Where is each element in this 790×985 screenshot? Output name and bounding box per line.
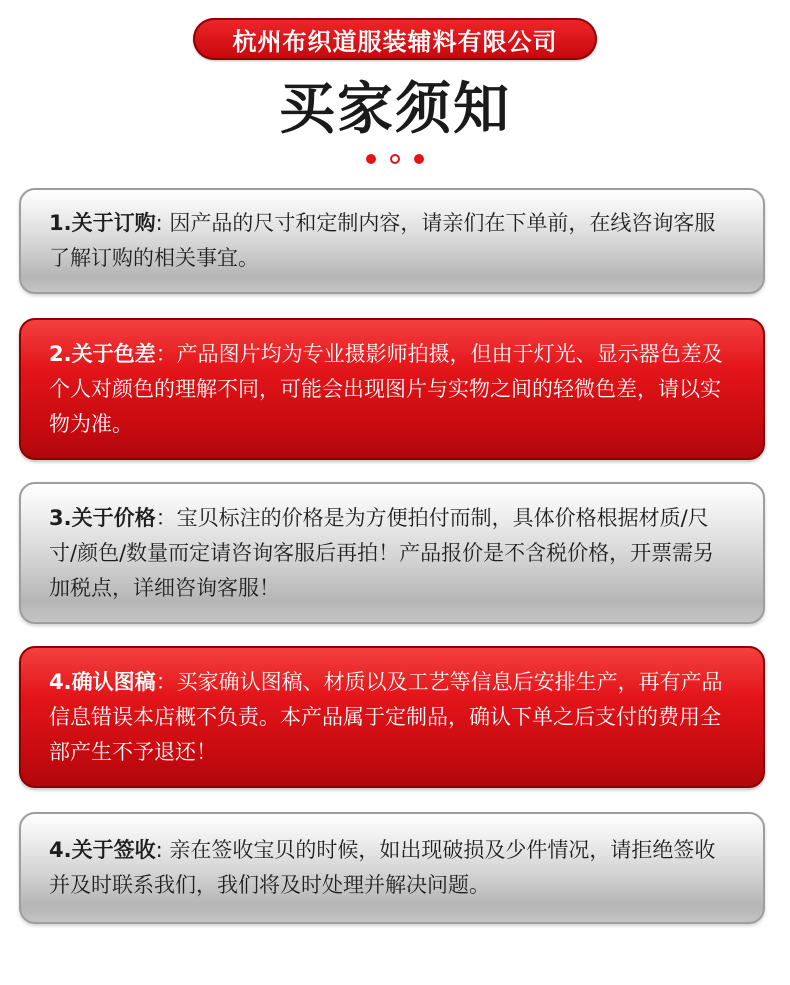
page-title: 买家须知: [279, 77, 511, 142]
notice-label: 3.关于价格: [49, 505, 156, 530]
notice-card-color-difference: [19, 318, 765, 460]
notice-text: 产品图片均为专业摄影师拍摄，但由于灯光、显示器色差及个人对颜色的理解不同，可能会出现图片与实物之间的轻微色差，请以实物为准。: [49, 341, 723, 436]
notice-separator: :: [155, 211, 170, 235]
notice-text: 因产品的尺寸和定制内容，请亲们在下单前，在线咨询客服了解订购的相关事宜。: [49, 211, 716, 270]
title-divider-dots: [0, 154, 790, 164]
notice-label: 2.关于色差: [49, 341, 156, 366]
notice-body: [49, 833, 733, 903]
notice-separator: ：: [155, 669, 177, 694]
divider-dot-middle: [390, 154, 400, 164]
notice-body: [49, 337, 733, 442]
notice-body: [49, 501, 733, 606]
notice-label: 1.关于订购: [49, 211, 156, 235]
notice-label: 4.确认图稿: [49, 669, 156, 694]
notice-card-ordering: [19, 188, 765, 294]
company-banner: [193, 18, 597, 60]
divider-dot-left: [366, 154, 376, 164]
notice-text: 买家确认图稿、材质以及工艺等信息后安排生产，再有产品信息错误本店概不负责。本产品属于定制品，确认下单之后支付的费用全部产生不予退还！: [49, 669, 723, 764]
notice-body: [49, 665, 733, 770]
notice-separator: ：: [155, 341, 177, 366]
notice-text: 宝贝标注的价格是为方便拍付而制，具体价格根据材质/尺寸/颜色/数量而定请咨询客服后再拍！产品报价是不含税价格，开票需另加税点，详细咨询客服！: [49, 505, 715, 600]
divider-dot-right: [414, 154, 424, 164]
notice-text: 亲在签收宝贝的时候，如出现破损及少件情况，请拒绝签收并及时联系我们，我们将及时处理并解决问题。: [49, 838, 716, 897]
notice-card-price: [19, 482, 765, 624]
notice-card-confirm-artwork: [19, 646, 765, 788]
notice-separator: ：: [155, 505, 177, 530]
notice-card-receipt: [19, 812, 765, 924]
notice-separator: :: [155, 838, 170, 862]
company-name: 杭州布织道服装辅料有限公司: [232, 27, 558, 56]
notice-body: [49, 206, 733, 276]
notice-label: 4.关于签收: [49, 838, 156, 862]
